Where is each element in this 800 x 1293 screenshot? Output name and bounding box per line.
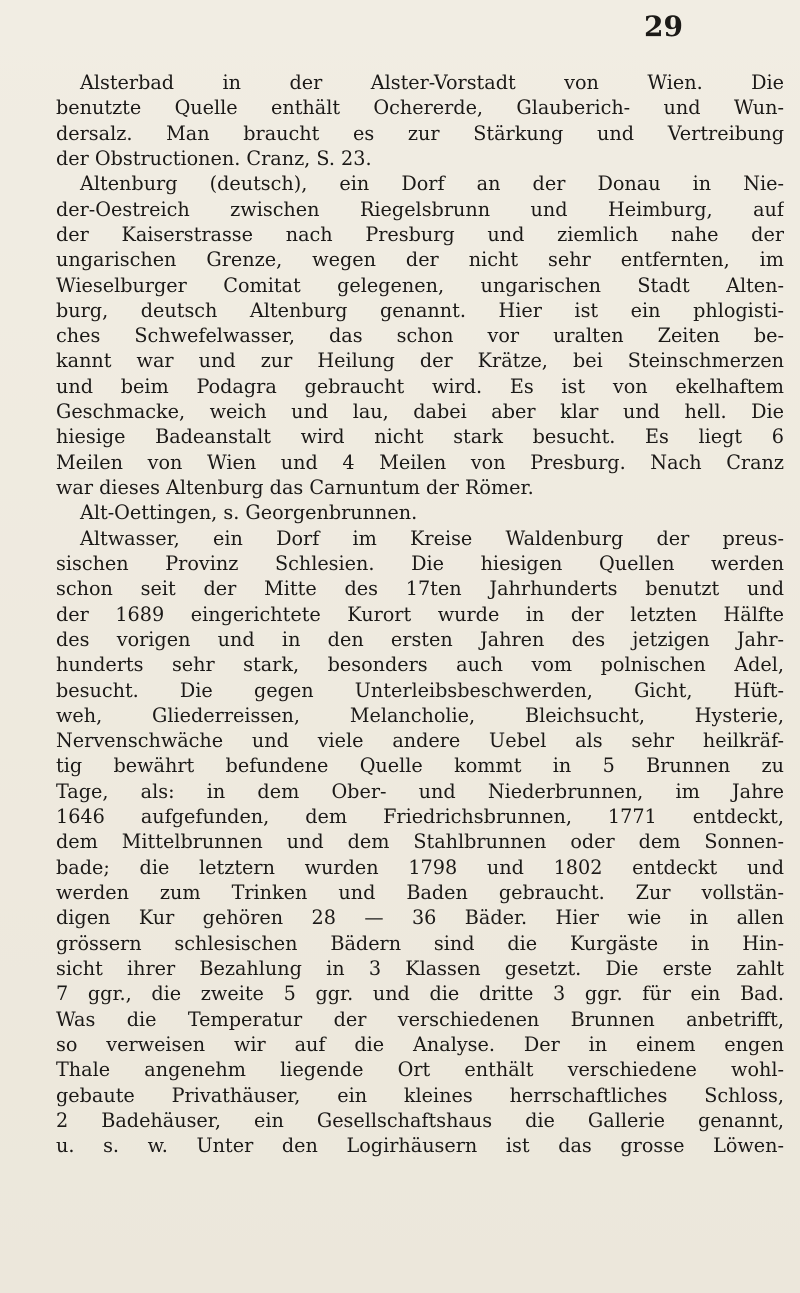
- text-line: gebaute Privathäuser, ein kleines herrschaftliches Schloss,: [56, 1083, 784, 1107]
- text-line: Alt-Oettingen, s. Georgenbrunnen.: [80, 501, 418, 525]
- text-line: Meilen von Wien und 4 Meilen von Presburg. Nach Cranz: [56, 450, 784, 474]
- text-line: der 1689 eingerichtete Kurort wurde in der letzten Hälfte: [56, 602, 784, 626]
- text-line: tig bewährt befundene Quelle kommt in 5 Brunnen zu: [56, 754, 784, 778]
- text-line: so verweisen wir auf die Analyse. Der in einem engen: [56, 1032, 784, 1056]
- text-line: 7 ggr., die zweite 5 ggr. und die dritte 3 ggr. für ein Bad.: [56, 982, 784, 1006]
- text-line: sischen Provinz Schlesien. Die hiesigen Quellen werden: [56, 551, 784, 575]
- text-line: Geschmacke, weich und lau, dabei aber klar und hell. Die: [56, 400, 784, 424]
- page-number: 29: [644, 10, 683, 43]
- text-line: Nervenschwäche und viele andere Uebel als sehr heilkräf-: [56, 729, 784, 753]
- text-line: hiesige Badeanstalt wird nicht stark besucht. Es liegt 6: [56, 425, 784, 449]
- text-line: der Kaiserstrasse nach Presburg und ziemlich nahe der: [56, 222, 784, 246]
- text-line: des vorigen und in den ersten Jahren des jetzigen Jahr-: [56, 627, 784, 651]
- text-line: burg, deutsch Altenburg genannt. Hier ist ein phlogisti-: [56, 298, 784, 322]
- text-line: dem Mittelbrunnen und dem Stahlbrunnen oder dem Sonnen-: [56, 830, 784, 854]
- text-line: digen Kur gehören 28 — 36 Bäder. Hier wie in allen: [56, 906, 784, 930]
- text-line: und beim Podagra gebraucht wird. Es ist von ekelhaftem: [56, 374, 784, 398]
- text-line: Altenburg (deutsch), ein Dorf an der Donau in Nie-: [80, 172, 784, 196]
- text-line: schon seit der Mitte des 17ten Jahrhunderts benutzt und: [56, 577, 784, 601]
- text-line: 1646 aufgefunden, dem Friedrichsbrunnen, 1771 entdeckt,: [56, 805, 784, 829]
- text-line: ungarischen Grenze, wegen der nicht sehr entfernten, im: [56, 248, 784, 272]
- text-line: Wieselburger Comitat gelegenen, ungarischen Stadt Alten-: [56, 273, 784, 297]
- text-line: benutzte Quelle enthält Ochererde, Glauberich- und Wun-: [56, 96, 784, 120]
- text-line: Altwasser, ein Dorf im Kreise Waldenburg der preus-: [80, 526, 784, 550]
- text-line: sicht ihrer Bezahlung in 3 Klassen gesetzt. Die erste zahlt: [56, 956, 784, 980]
- text-line: hunderts sehr stark, besonders auch vom polnischen Adel,: [56, 653, 784, 677]
- text-line: werden zum Trinken und Baden gebraucht. Zur vollstän-: [56, 881, 784, 904]
- text-line: 2 Badehäuser, ein Gesellschaftshaus die Gallerie genannt,: [56, 1108, 784, 1132]
- text-line: dersalz. Man braucht es zur Stärkung und Vertreibung: [56, 121, 784, 145]
- text-line: kannt war und zur Heilung der Krätze, bei Steinschmerzen: [56, 349, 784, 373]
- text-line: bade; die letztern wurden 1798 und 1802 entdeckt und: [56, 855, 784, 879]
- text-line: besucht. Die gegen Unterleibsbeschwerden, Gicht, Hüft-: [56, 678, 784, 702]
- text-line: der-Oestreich zwischen Riegelsbrunn und Heimburg, auf: [56, 197, 784, 221]
- text-line: grössern schlesischen Bädern sind die Kurgäste in Hin-: [56, 931, 784, 955]
- text-line: u. s. w. Unter den Logirhäusern ist das grosse Löwen-: [56, 1134, 784, 1158]
- text-line: Thale angenehm liegende Ort enthält verschiedene wohl-: [56, 1058, 784, 1082]
- text-line: war dieses Altenburg das Carnuntum der Römer.: [56, 476, 534, 499]
- body-text: [56, 70, 784, 1158]
- text-line: der Obstructionen. Cranz, S. 23.: [56, 146, 372, 170]
- text-line: ches Schwefelwasser, das schon vor uralten Zeiten be-: [56, 324, 784, 348]
- text-line: Alsterbad in der Alster-Vorstadt von Wien. Die: [80, 71, 784, 94]
- text-line: Was die Temperatur der verschiedenen Brunnen anbetrifft,: [56, 1007, 784, 1031]
- text-line: Tage, als: in dem Ober- und Niederbrunnen, im Jahre: [56, 779, 784, 803]
- text-line: weh, Gliederreissen, Melancholie, Bleichsucht, Hysterie,: [56, 703, 784, 727]
